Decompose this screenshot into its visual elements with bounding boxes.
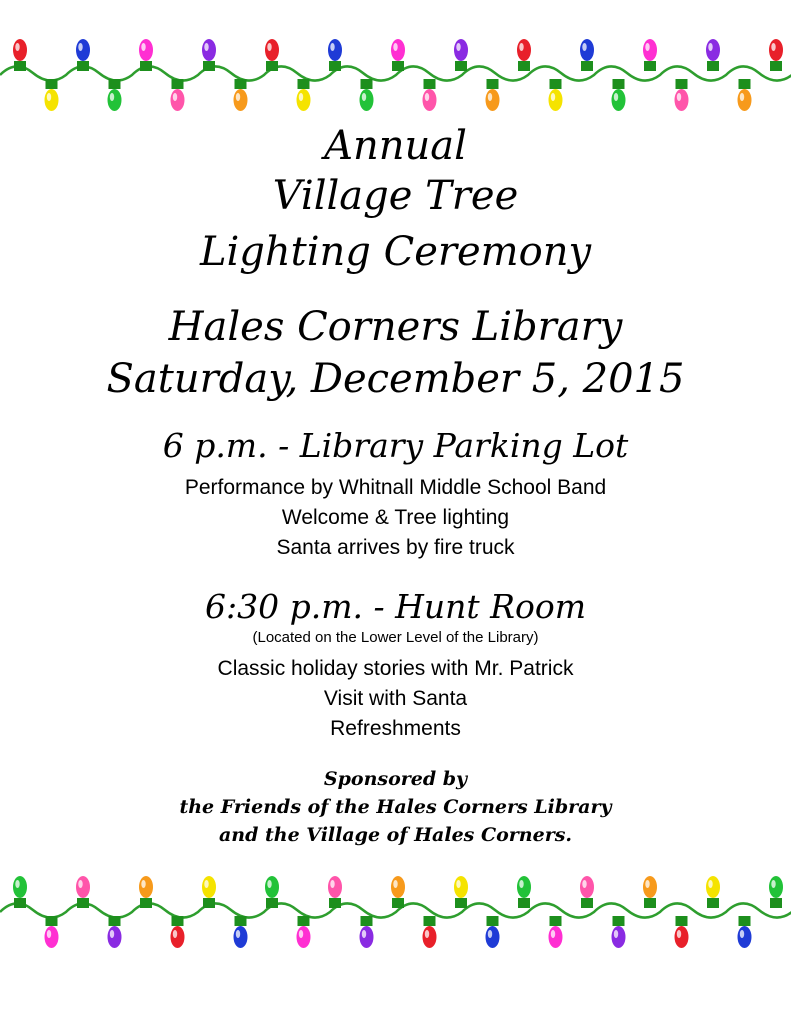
bulb-icon — [423, 79, 437, 111]
bulb-icon — [454, 876, 468, 908]
bulb-icon — [171, 79, 185, 111]
bulb-icon — [769, 39, 783, 71]
bulb-icon — [612, 916, 626, 948]
section1-item: Welcome & Tree lighting — [281, 506, 510, 529]
bulb-icon — [13, 39, 27, 71]
section1-item: Performance by Whitnall Middle School Band — [184, 476, 607, 499]
bulb-icon — [706, 876, 720, 908]
sponsor-line-1: Sponsored by — [323, 768, 468, 790]
bulb-icon — [454, 39, 468, 71]
bulb-icon — [108, 916, 122, 948]
bulb-icon — [108, 79, 122, 111]
bulb-icon — [76, 39, 90, 71]
bulb-icon — [265, 876, 279, 908]
bulb-icon — [328, 876, 342, 908]
bulb-icon — [580, 39, 594, 71]
bulb-icon — [675, 916, 689, 948]
bulb-icon — [643, 39, 657, 71]
bulb-icon — [139, 39, 153, 71]
bulb-icon — [360, 916, 374, 948]
bulb-icon — [706, 39, 720, 71]
bulb-icon — [297, 79, 311, 111]
bulb-icon — [13, 876, 27, 908]
bulb-icon — [171, 916, 185, 948]
event-date: Saturday, December 5, 2015 — [106, 356, 685, 402]
bulb-icon — [549, 79, 563, 111]
section2-item: Refreshments — [330, 717, 461, 740]
bulb-icon — [423, 916, 437, 948]
sponsor-line-3: and the Village of Hales Corners. — [218, 824, 573, 846]
bulb-icon — [202, 39, 216, 71]
sponsor-line-2: the Friends of the Hales Corners Library — [179, 796, 612, 818]
bulb-icon — [234, 916, 248, 948]
section2-item: Visit with Santa — [323, 687, 468, 710]
bulb-icon — [76, 876, 90, 908]
bulb-icon — [297, 916, 311, 948]
bulb-icon — [391, 39, 405, 71]
section2-heading: 6:30 p.m. - Hunt Room — [204, 587, 587, 626]
venue: Hales Corners Library — [168, 304, 623, 350]
bulb-icon — [517, 876, 531, 908]
bulb-icon — [549, 916, 563, 948]
bulb-icon — [738, 79, 752, 111]
bulb-icon — [328, 39, 342, 71]
bulb-icon — [391, 876, 405, 908]
bulb-icon — [675, 79, 689, 111]
bulb-icon — [769, 876, 783, 908]
bulb-icon — [234, 79, 248, 111]
bulb-icon — [486, 916, 500, 948]
bulb-icon — [265, 39, 279, 71]
title-line-1: Annual — [324, 123, 467, 169]
bulb-icon — [643, 876, 657, 908]
bulb-icon — [139, 876, 153, 908]
bulb-icon — [738, 916, 752, 948]
section1-heading: 6 p.m. - Library Parking Lot — [162, 426, 629, 465]
bulb-icon — [580, 876, 594, 908]
section1-item: Santa arrives by fire truck — [276, 536, 515, 559]
bulb-icon — [202, 876, 216, 908]
bulb-icon — [45, 79, 59, 111]
bulb-icon — [360, 79, 374, 111]
section2-item: Classic holiday stories with Mr. Patrick — [217, 657, 574, 680]
bulb-icon — [612, 79, 626, 111]
christmas-lights-top-icon — [0, 35, 791, 125]
christmas-lights-bottom-icon — [0, 872, 791, 962]
title-line-3: Lighting Ceremony — [199, 229, 592, 275]
bulb-icon — [45, 916, 59, 948]
section2-note: (Located on the Lower Level of the Library) — [252, 629, 539, 646]
title-line-2: Village Tree — [272, 173, 519, 219]
bulb-icon — [517, 39, 531, 71]
bulb-icon — [486, 79, 500, 111]
